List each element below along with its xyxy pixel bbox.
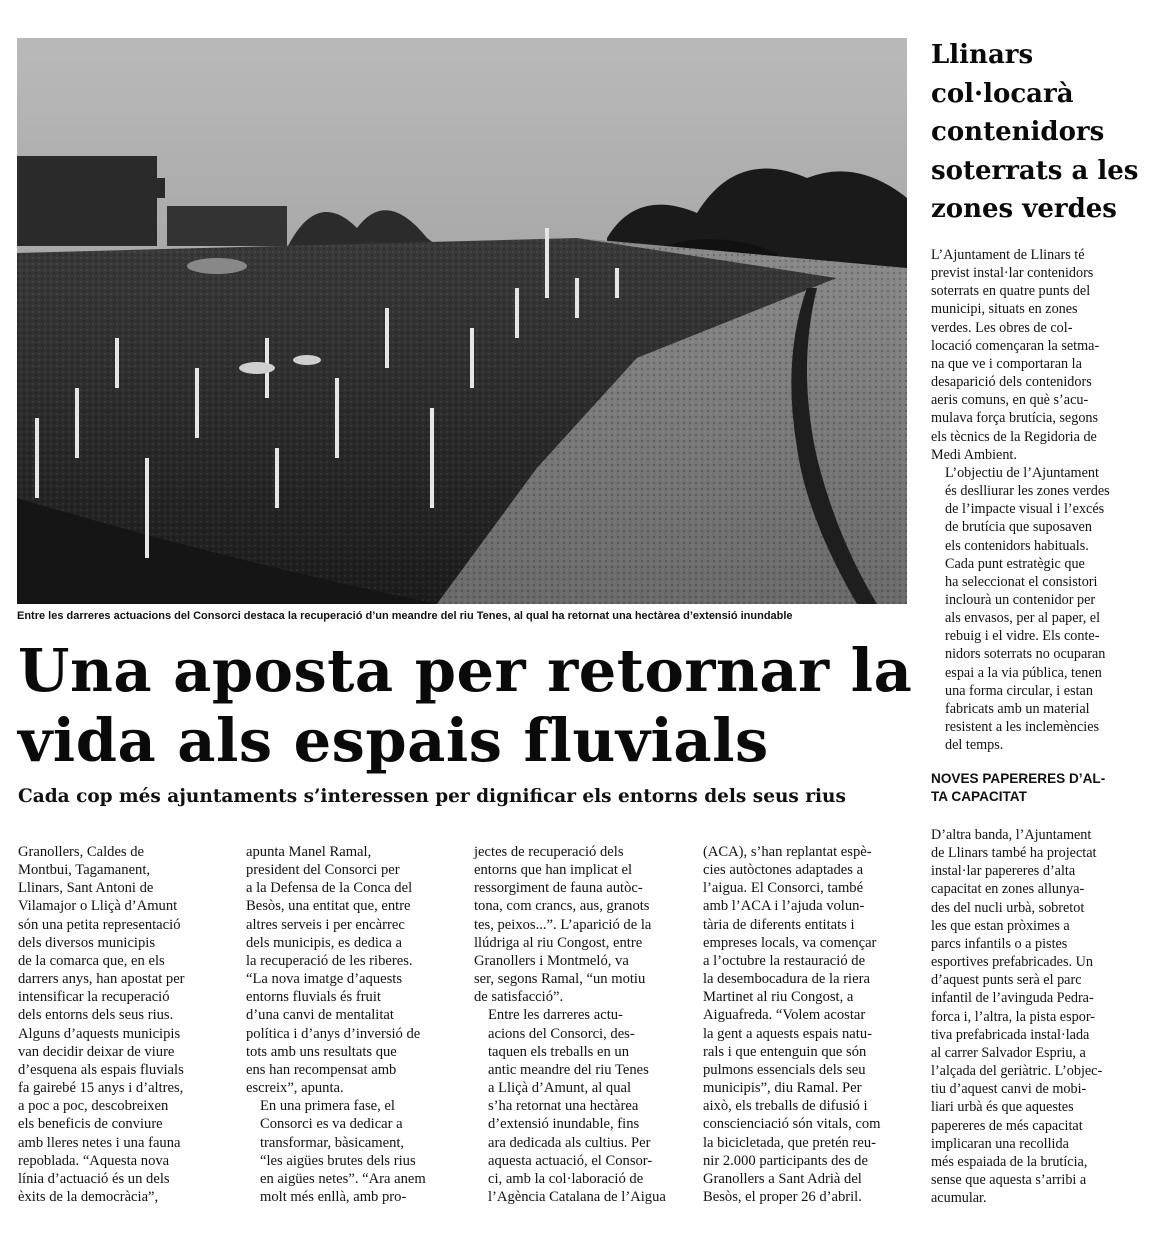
sidebar-section-1 [931, 246, 1136, 754]
text-line: previst instal·lar contenidors [931, 265, 1094, 282]
text-line: d’aquest punts serà el parc [931, 972, 1082, 989]
text-line: amb l’ACA i l’ajuda volun- [703, 898, 865, 915]
text-line: amb lleres netes i una fauna [18, 1134, 181, 1151]
text-line: els contenidors habituals. [945, 537, 1089, 554]
text-line: entorns que han implicat el [474, 862, 633, 879]
text-line: a l’octubre la restauració de [703, 952, 866, 969]
text-line: d’una canvi de mentalitat [246, 1007, 394, 1024]
text-line: mulava força brutícia, segons [931, 410, 1099, 427]
text-line: capacitat en zones allunya- [931, 881, 1085, 898]
text-line: dels municipis, es dedica a [246, 934, 403, 951]
text-line: als envasos, per al paper, el [945, 610, 1101, 627]
text-line: de satisfacció”. [474, 989, 564, 1006]
text-line: ara dedicada als cultius. Per [488, 1134, 651, 1151]
text-line: fa gairebé 15 anys i d’altres, [18, 1080, 184, 1097]
text-line: nidors soterrats no ocuparan [945, 646, 1106, 663]
headline-line: Una aposta per retornar la [18, 636, 913, 705]
text-line: Medi Ambient. [931, 446, 1017, 463]
text-line: les que estan pròximes a [931, 917, 1070, 934]
text-line: dels entorns dels seus rius. [18, 1007, 174, 1024]
text-line: ci, amb la col·laboració de [488, 1170, 644, 1187]
text-line: resistent a les inclemències [945, 719, 1100, 736]
sidebar-title-line: Llinars [931, 40, 1034, 70]
sidebar-section-2 [931, 826, 1136, 1207]
text-line: inclourà un contenidor per [945, 591, 1096, 608]
text-line: de la comarca que, en els [18, 952, 165, 969]
text-line: els beneficis de conviure [18, 1116, 163, 1133]
text-line: ressorgiment de fauna autòc- [474, 880, 643, 897]
text-line: “La nova imatge d’aquests [246, 971, 403, 988]
text-line: apunta Manel Ramal, [246, 844, 372, 860]
riverbank-photo-image [17, 38, 907, 604]
sidebar-title-line: contenidors [931, 117, 1105, 147]
text-line: Granollers i Montmeló, va [474, 952, 629, 969]
text-line: política i d’anys d’inversió de [246, 1025, 421, 1042]
text-line: L’Ajuntament de Llinars té [931, 247, 1085, 263]
text-line: nir 2.000 participants des de [703, 1152, 868, 1169]
text-line: Cada punt estratègic que [945, 555, 1085, 572]
text-line: la recuperació de les riberes. [246, 952, 413, 969]
text-line: desaparició dels contenidors [931, 374, 1092, 391]
text-line: tona, com crancs, aus, granots [474, 898, 650, 915]
text-line: llúdriga al riu Congost, entre [474, 934, 643, 951]
text-line: esportives prefabricades. Un [931, 954, 1093, 971]
text-line: tiu d’aquest canvi de mobi- [931, 1081, 1087, 1098]
sidebar-subheading-line: TA CAPACITAT [931, 789, 1027, 804]
article-photo [17, 38, 907, 604]
text-line: ha seleccionat el consistori [945, 573, 1098, 590]
sidebar-subheading [931, 770, 1131, 806]
text-line: darrers anys, han apostat per [18, 971, 185, 988]
paragraph [474, 1006, 684, 1206]
text-line: rals i que entenguin que són [703, 1043, 867, 1060]
text-line: transformar, bàsicament, [260, 1134, 405, 1151]
text-line: sense que aquesta s’arribi a [931, 1171, 1087, 1188]
text-line: són una petita representació [18, 916, 181, 933]
text-line: Granollers a Sant Adrià del [703, 1170, 862, 1187]
text-line: rebuig i el vidre. Els conte- [945, 628, 1100, 645]
text-line: infantil de l’avinguda Pedra- [931, 990, 1094, 1007]
sidebar-subheading-line: NOVES PAPERERES D’AL- [931, 771, 1106, 786]
text-line: “les aigües brutes dels rius [260, 1152, 416, 1169]
text-line: molt més enllà, amb pro- [260, 1188, 407, 1205]
text-line: a la Defensa de la Conca del [246, 880, 413, 897]
text-line: Granollers, Caldes de [18, 844, 145, 860]
text-line: Consorci es va dedicar a [260, 1116, 403, 1133]
text-line: de brutícia que suposaven [945, 519, 1092, 536]
text-line: municipi, situats en zones [931, 301, 1078, 318]
text-line: des del nucli urbà, sobretot [931, 899, 1085, 916]
text-line: Llinars, Sant Antoni de [18, 880, 154, 897]
text-line: escreix”, apunta. [246, 1080, 344, 1097]
text-line: tària de diferents entitats i [703, 916, 855, 933]
text-line: a Lliçà d’Amunt, al qual [488, 1080, 632, 1097]
text-line: aquesta actuació, el Consor- [488, 1152, 653, 1169]
text-line: la bicicletada, que pretén reu- [703, 1134, 877, 1151]
text-line: d’esquena als espais fluvials [18, 1061, 184, 1078]
text-line: empreses locals, va començar [703, 934, 877, 951]
paragraph [931, 464, 1136, 755]
text-line: acumular. [931, 1190, 987, 1207]
text-line: Besòs, una entitat que, entre [246, 898, 411, 915]
text-line: espai a la via pública, tenen [945, 664, 1102, 681]
text-line: de l’impacte visual i l’excés [945, 501, 1105, 518]
text-line: En una primera fase, el [260, 1098, 395, 1115]
headline-line: vida als espais fluvials [18, 706, 769, 775]
text-line: locació començaran la setma- [931, 337, 1100, 354]
text-line: més espaiada de la brutícia, [931, 1153, 1088, 1170]
text-line: això, els treballs de difusió i [703, 1098, 868, 1115]
text-line: jectes de recuperació dels [474, 844, 624, 860]
text-line: tes, peixos...”. L’aparició de la [474, 916, 652, 933]
text-line: intensificar la recuperació [18, 989, 170, 1006]
text-line: Besòs, el proper 26 d’abril. [703, 1188, 862, 1205]
sidebar-title [931, 36, 1146, 229]
text-line: implicaran una recollida [931, 1135, 1069, 1152]
text-line: instal·lar papereres d’alta [931, 863, 1076, 880]
sidebar-title-line: col·locarà [931, 78, 1074, 109]
text-line: els tècnics de la Regidoria de [931, 428, 1097, 445]
sidebar-title-line: soterrats a les [931, 155, 1139, 186]
text-line: del temps. [945, 737, 1004, 754]
text-line: la gent a aquests espais natu- [703, 1025, 872, 1042]
text-line: van decidir deixar de viure [18, 1043, 175, 1060]
text-line: ser, segons Ramal, “un motiu [474, 971, 646, 988]
text-line: fabricats amb un material [945, 700, 1090, 717]
text-line: dels diversos municipis [18, 934, 156, 951]
text-line: president del Consorci per [246, 862, 400, 879]
text-line: en aigües netes”. “Ara anem [260, 1170, 426, 1187]
text-line: (ACA), s’han replantat espè- [703, 844, 872, 860]
text-line: de Llinars també ha projectat [931, 845, 1097, 862]
text-line: és deslliurar les zones verdes [945, 483, 1110, 500]
text-line: a poc a poc, descobreixen [18, 1098, 169, 1115]
text-line: forca i, l’altra, la pista espor- [931, 1008, 1095, 1025]
text-line: altres serveis i per encàrrec [246, 916, 405, 933]
text-line: d’extensió inundable, fins [488, 1116, 640, 1133]
body-column-4 [703, 843, 913, 1206]
paragraph [18, 843, 228, 1206]
text-line: s’ha retornat una hectàrea [488, 1098, 639, 1115]
text-line: aeris comuns, en què s’acu- [931, 392, 1089, 409]
article-subtitle: Cada cop més ajuntaments s’interessen per dignificar els entorns dels seus rius [18, 786, 846, 807]
text-line: L’objectiu de l’Ajuntament [945, 464, 1099, 481]
text-line: Martinet al riu Congost, a [703, 989, 854, 1006]
text-line: Aiguafreda. “Volem acostar [703, 1007, 866, 1024]
text-line: antic meandre del riu Tenes [488, 1061, 649, 1078]
paragraph [246, 1097, 456, 1206]
paragraph [246, 843, 456, 1097]
text-line: l’aigua. El Consorci, també [703, 880, 864, 897]
photo-caption: Entre les darreres actuacions del Consorci destaca la recuperació d’un meandre del riu Tenes, al qual ha retornat una hectàrea d’extensió inundable [17, 610, 793, 622]
text-line: conscienciació són vitals, com [703, 1116, 881, 1133]
text-line: pulmons essencials dels seu [703, 1061, 866, 1078]
paragraph [931, 246, 1136, 464]
body-column-1 [18, 843, 228, 1206]
text-line: repoblada. “Aquesta nova [18, 1152, 170, 1169]
text-line: ens han recompensat amb [246, 1061, 397, 1078]
text-line: entorns fluvials és fruit [246, 989, 381, 1006]
body-column-3 [474, 843, 684, 1206]
paragraph [474, 843, 684, 1006]
paragraph [703, 843, 913, 1206]
text-line: línia d’actuació és un dels [18, 1170, 170, 1187]
text-line: l’alçada del geriàtric. L’objec- [931, 1063, 1103, 1080]
paragraph [931, 826, 1136, 1207]
body-column-2 [246, 843, 456, 1206]
text-line: parcs infantils o a pistes [931, 935, 1068, 952]
text-line: tots amb uns resultats que [246, 1043, 397, 1060]
text-line: Vilamajor o Lliçà d’Amunt [18, 898, 178, 915]
text-line: taquen els treballs en un [488, 1043, 630, 1060]
text-line: una forma circular, i estan [945, 682, 1093, 699]
text-line: Entre les darreres actu- [488, 1007, 623, 1024]
text-line: na que ve i comportaran la [931, 355, 1082, 372]
text-line: Montbui, Tagamanent, [18, 862, 151, 879]
article-headline [18, 636, 913, 776]
text-line: cies autòctones adaptades a [703, 862, 864, 879]
text-line: al carrer Salvador Espriu, a [931, 1044, 1086, 1061]
text-line: tiva prefabricada instal·lada [931, 1026, 1090, 1043]
text-line: verdes. Les obres de col- [931, 319, 1073, 336]
text-line: soterrats en quatre punts del [931, 283, 1091, 300]
text-line: D’altra banda, l’Ajuntament [931, 827, 1092, 843]
text-line: papereres de més capacitat [931, 1117, 1083, 1134]
sidebar-title-line: zones verdes [931, 194, 1117, 224]
text-line: liari urbà és que aquestes [931, 1099, 1074, 1116]
text-line: Alguns d’aquests municipis [18, 1025, 181, 1042]
text-line: la desembocadura de la riera [703, 971, 870, 988]
text-line: acions del Consorci, des- [488, 1025, 635, 1042]
text-line: l’Agència Catalana de l’Aigua [488, 1188, 666, 1205]
text-line: èxits de la democràcia”, [18, 1188, 159, 1205]
text-line: municipis”, diu Ramal. Per [703, 1080, 862, 1097]
